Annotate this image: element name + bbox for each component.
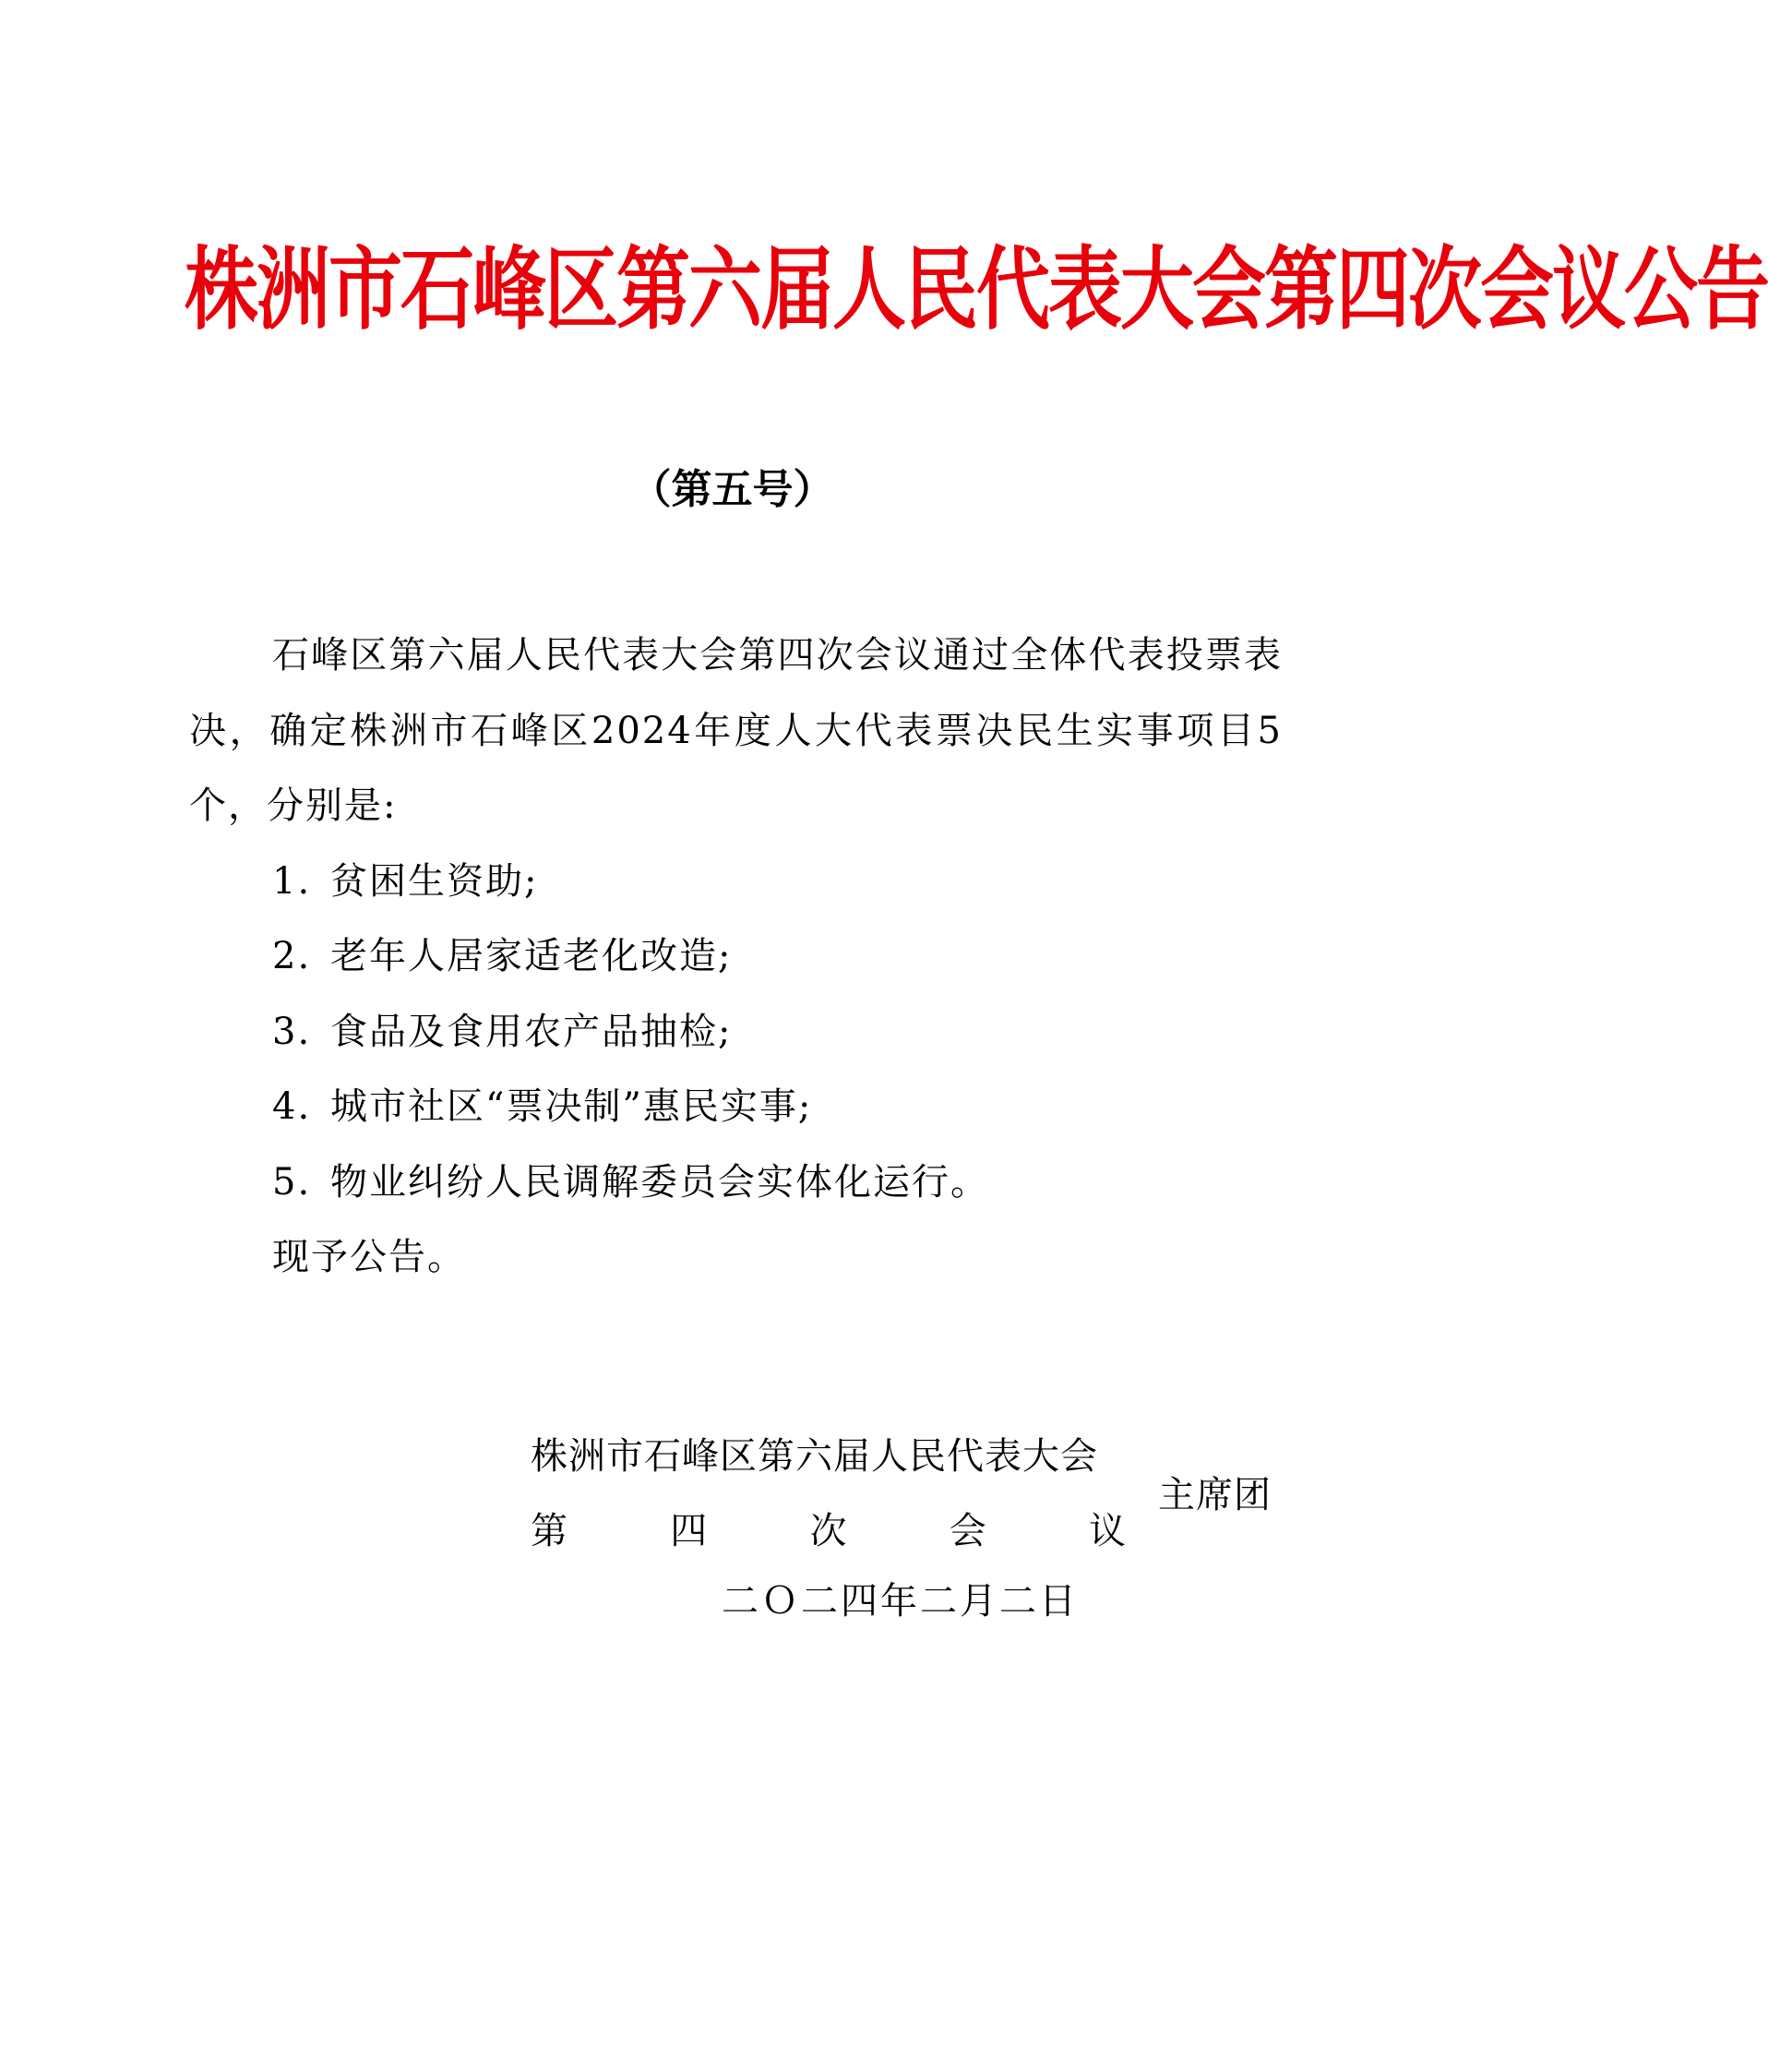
list-item-text: 食品及食用农产品抽检; <box>330 1010 733 1053</box>
signature-session <box>531 1494 1126 1570</box>
signature-date: 二Ｏ二四年二月二日 <box>722 1580 1079 1623</box>
session-char: 会 <box>949 1510 986 1552</box>
list-item-text: 贫困生资助; <box>330 859 539 903</box>
list-item <box>189 1070 1283 1145</box>
list-item-number: 3. <box>272 1010 312 1053</box>
list-item <box>189 919 1283 995</box>
session-char: 议 <box>1089 1510 1126 1552</box>
closing-line: 现予公告。 <box>272 1236 466 1278</box>
document-title: 株洲市石峰区第六届人民代表大会第四次会议公告 <box>185 236 1768 342</box>
list-item <box>189 1145 1283 1221</box>
list-item-number: 4. <box>272 1085 312 1128</box>
session-char: 次 <box>809 1510 847 1552</box>
list-item <box>189 844 1283 920</box>
session-char: 四 <box>670 1510 708 1552</box>
document-number: （第五号） <box>630 466 834 513</box>
intro-paragraph: 石峰区第六届人民代表大会第四次会议通过全体代表投票表决，确定株洲市石峰区2024年度人大代表票决民生实事项目5个，分别是: <box>189 634 1283 827</box>
list-item-text: 老年人居家适老化改造; <box>330 935 733 977</box>
session-char: 第 <box>531 1510 567 1552</box>
list-item-number: 1. <box>272 859 312 903</box>
list-item-text: 物业纠纷人民调解委员会实体化运行。 <box>330 1160 989 1204</box>
list-item <box>189 995 1283 1071</box>
signature-organization: 株洲市石峰区第六届人民代表大会 <box>531 1435 1098 1478</box>
list-item-number: 5. <box>272 1160 312 1204</box>
document-body <box>189 618 1283 1296</box>
list-item-number: 2. <box>272 935 312 977</box>
signature-presidium: 主席团 <box>1158 1474 1272 1516</box>
list-item-text: 城市社区“票决制”惠民实事; <box>330 1085 813 1128</box>
